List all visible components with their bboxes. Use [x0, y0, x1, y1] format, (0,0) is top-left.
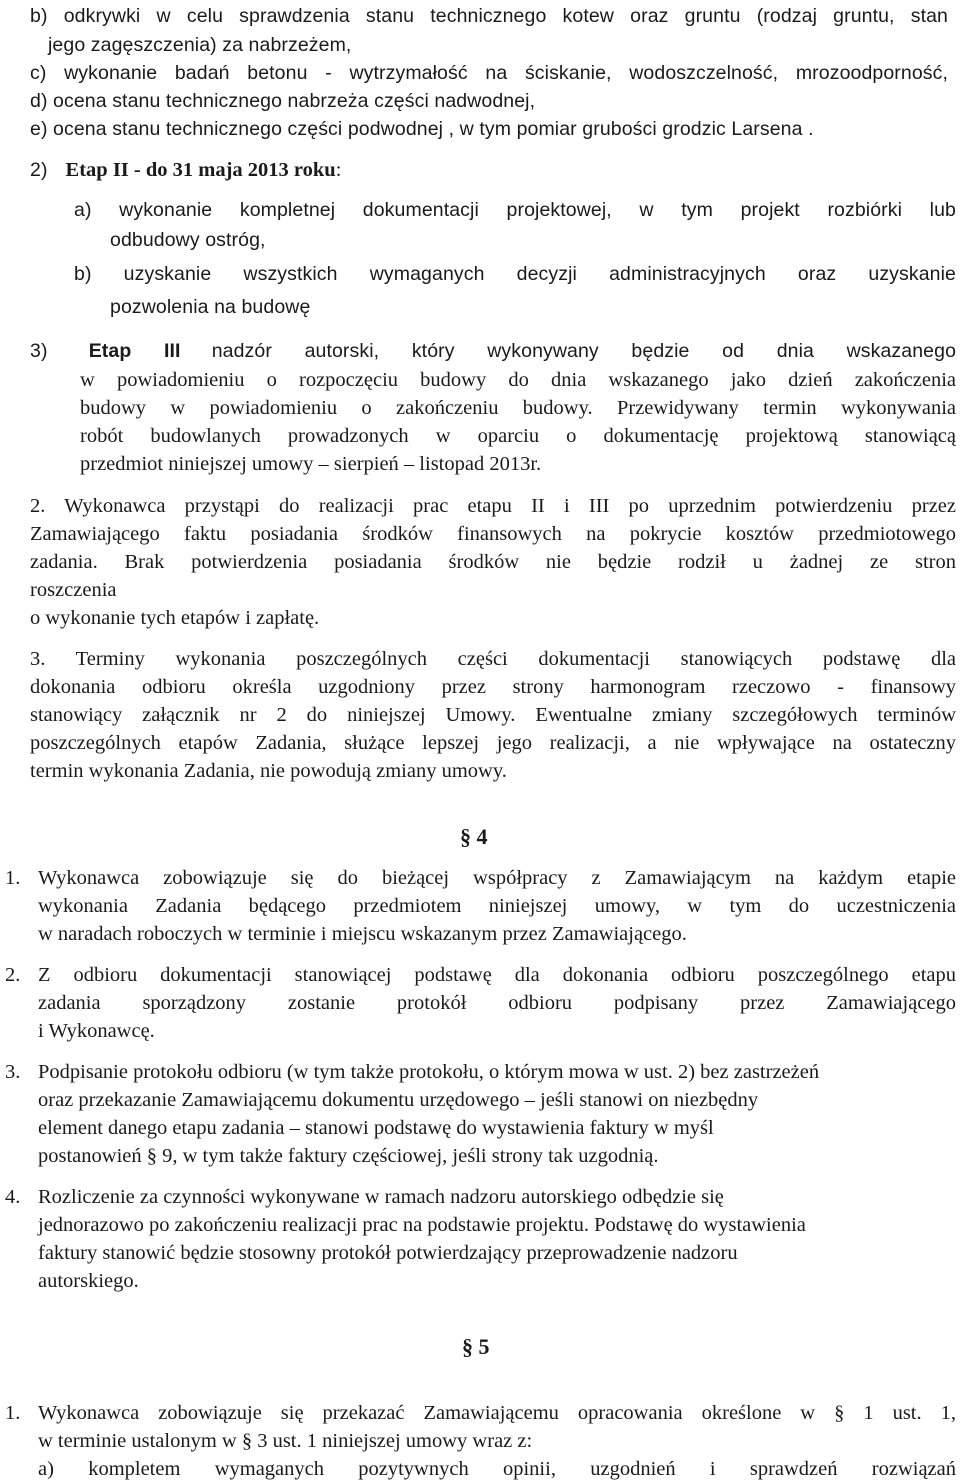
- etap-ii-item-a-cont: odbudowy ostróg,: [110, 229, 266, 251]
- etap-ii-title: Etap II - do 31 maja 2013 roku: [65, 159, 336, 181]
- paragraph-3-line: dokonania odbioru określa uzgodniony przez strony harmonogram rzeczowo - finansowy: [30, 676, 956, 698]
- section-4-item-4-line: faktury stanowić będzie stosowny protokół potwierdzający przeprowadzenie nadzoru: [38, 1242, 738, 1264]
- section-4-item-4-line: jednorazowo po zakończeniu realizacji prac na podstawie projektu. Podstawę do wystawienia: [38, 1214, 806, 1236]
- section-5-item-1-line: w terminie ustalonym w § 3 ust. 1 niniejszej umowy wraz z:: [38, 1430, 533, 1452]
- section-4-item-2-line: Z odbioru dokumentacji stanowiącej podstawę dla dokonania odbioru poszczególnego etapu: [38, 964, 956, 986]
- section-4-item-3-line: postanowień § 9, w tym także faktury częściowej, jeśli strony tak uzgodnią.: [38, 1145, 659, 1167]
- section-4-item-4-number: 4.: [5, 1186, 21, 1208]
- etap-iii-line-4: przedmiot niniejszej umowy – sierpień – listopad 2013r.: [80, 453, 542, 475]
- paragraph-3-line: 3. Terminy wykonania poszczególnych części dokumentacji stanowiących podstawę dla: [30, 648, 956, 670]
- section-4-item-1-line: wykonania Zadania będącego przedmiotem niniejszej umowy, w tym do uczestniczenia: [38, 895, 956, 917]
- paragraph-3-line: termin wykonania Zadania, nie powodują zmiany umowy.: [30, 760, 507, 782]
- section-4-item-2-line: zadania sporządzony zostanie protokół odbioru podpisany przez Zamawiającego: [38, 992, 956, 1014]
- list-item-d: d) ocena stanu technicznego nabrzeża części nadwodnej,: [30, 90, 536, 112]
- section-5-subitem-a: a) kompletem wymaganych pozytywnych opinii, uzgodnień i sprawdzeń rozwiązań: [38, 1458, 956, 1480]
- paragraph-2-line: roszczenia: [30, 579, 117, 601]
- paragraph-2-line: 2. Wykonawca przystąpi do realizacji prac etapu II i III po uprzednim potwierdzeniu przez: [30, 495, 956, 517]
- section-5-item-1-line: Wykonawca zobowiązuje się przekazać Zamawiającemu opracowania określone w § 1 ust. 1,: [38, 1402, 956, 1424]
- etap-iii-line-2: budowy w powiadomieniu o zakończeniu budowy. Przewidywany termin wykonywania: [80, 397, 956, 419]
- section-5-heading: § 5: [462, 1334, 490, 1359]
- list-item-b: b) odkrywki w celu sprawdzenia stanu technicznego kotew oraz gruntu (rodzaj gruntu, stan: [30, 5, 948, 27]
- paragraph-3-line: stanowiący załącznik nr 2 do niniejszej Umowy. Ewentualne zmiany szczegółowych terminów: [30, 704, 956, 726]
- etap-iii-line-3: robót budowlanych prowadzonych w oparciu o dokumentację projektową stanowiącą: [80, 425, 956, 447]
- list-item-e: e) ocena stanu technicznego części podwodnej , w tym pomiar grubości grodzic Larsena .: [30, 118, 814, 140]
- section-4-item-2-line: i Wykonawcę.: [38, 1020, 155, 1042]
- section-4-item-3-line: oraz przekazanie Zamawiającemu dokumentu urzędowego – jeśli stanowi on niezbędny: [38, 1089, 759, 1111]
- section-4-item-3-line: Podpisanie protokołu odbioru (w tym także protokołu, o którym mowa w ust. 2) bez zastrzeżeń: [38, 1061, 820, 1083]
- etap-iii-line-1: w powiadomieniu o rozpoczęciu budowy do dnia wskazanego jako dzień zakończenia: [80, 369, 956, 391]
- section-4-item-1-line: Wykonawca zobowiązuje się do bieżącej współpracy z Zamawiającym na każdym etapie: [38, 867, 956, 889]
- section-5-item-1-number: 1.: [5, 1402, 21, 1424]
- section-4-item-3-line: element danego etapu zadania – stanowi podstawę do wystawienia faktury w myśl: [38, 1117, 714, 1139]
- etap-ii-item-b: b) uzyskanie wszystkich wymaganych decyzji administracyjnych oraz uzyskanie: [74, 263, 956, 285]
- section-4-item-1-number: 1.: [5, 867, 21, 889]
- list-item-c: c) wykonanie badań betonu - wytrzymałość na ściskanie, wodoszczelność, mrozoodporność,: [30, 62, 948, 84]
- etap-ii-number: 2): [30, 159, 48, 181]
- paragraph-3-line: poszczególnych etapów Zadania, służące lepszej jego realizacji, a nie wpływające na ostateczny: [30, 732, 956, 754]
- paragraph-2-line: Zamawiającego faktu posiadania środków finansowych na pokrycie kosztów przedmiotowego: [30, 523, 956, 545]
- section-4-item-3-number: 3.: [5, 1061, 21, 1083]
- section-4-heading: § 4: [460, 824, 488, 849]
- paragraph-2-line: zadania. Brak potwierdzenia posiadania środków nie będzie rodził u żadnej ze stron: [30, 551, 956, 573]
- etap-ii-item-b-cont: pozwolenia na budowę: [110, 296, 311, 318]
- etap-ii-colon: :: [335, 159, 342, 181]
- section-4-item-1-line: w naradach roboczych w terminie i miejscu wskazanym przez Zamawiającego.: [38, 923, 687, 945]
- etap-iii-first-line: [30, 337, 956, 365]
- etap-iii-line-0: nadzór autorski, który wykonywany będzie od dnia wskazanego: [211, 340, 956, 362]
- list-item-b-cont: jego zagęszczenia) za nabrzeżem,: [48, 34, 352, 56]
- section-4-item-4-line: autorskiego.: [38, 1270, 139, 1292]
- paragraph-2-line: o wykonanie tych etapów i zapłatę.: [30, 607, 320, 629]
- etap-iii-number: 3): [30, 340, 48, 362]
- etap-ii-heading: [30, 156, 341, 186]
- section-4-item-2-number: 2.: [5, 964, 21, 986]
- etap-iii-title: Etap III: [88, 340, 181, 362]
- section-4-item-4-line: Rozliczenie za czynności wykonywane w ramach nadzoru autorskiego odbędzie się: [38, 1186, 724, 1208]
- etap-ii-item-a: a) wykonanie kompletnej dokumentacji projektowej, w tym projekt rozbiórki lub: [74, 199, 956, 221]
